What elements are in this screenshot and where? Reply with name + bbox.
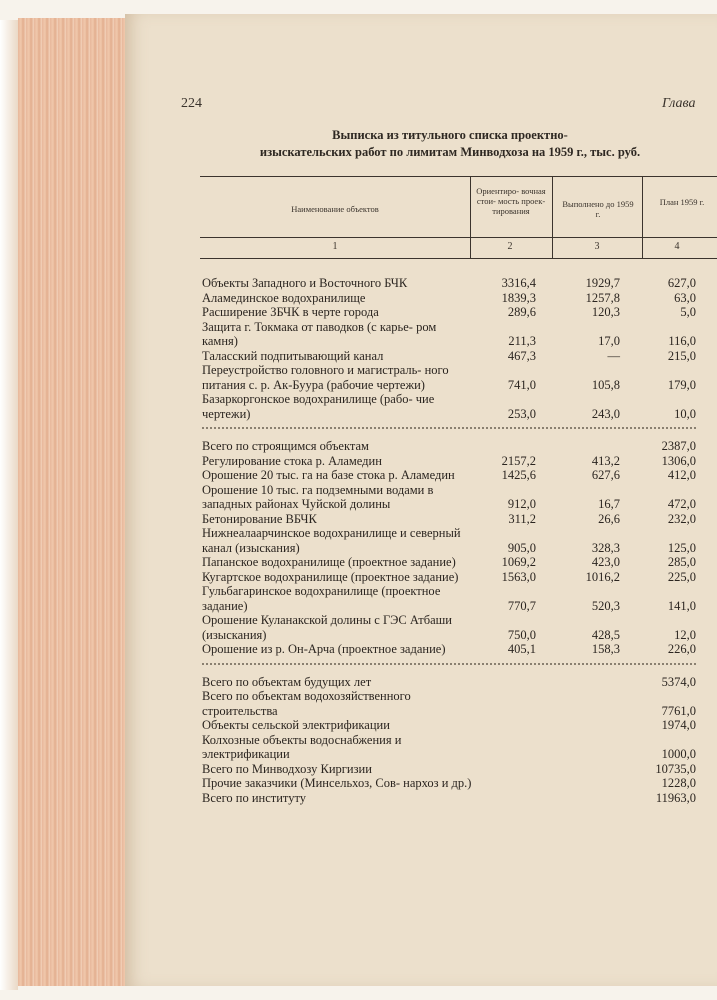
row-plan: 225,0 [667,569,696,584]
row-plan: 1306,0 [661,453,696,468]
row-name: Кугартское водохранилище (проектное задание) [202,569,459,584]
row-plan: 472,0 [667,497,696,511]
row-plan: 232,0 [667,511,696,526]
row-name: Защита г. Токмака от паводков (с карье- ром камня) [202,319,437,348]
header-col-1: Наименование объектов [291,204,379,214]
row-plan: 5374,0 [661,674,696,689]
table-row [202,555,717,570]
dotted-separator [202,427,696,439]
book-spine [0,20,18,990]
row-cost: 770,7 [507,598,536,613]
row-cost: 211,3 [508,334,536,348]
row-cost: 1425,6 [501,468,536,482]
row-cost: 289,6 [507,305,536,319]
row-cost: 3316,4 [501,276,536,290]
row-done: 1257,8 [585,290,620,305]
header-bottom-rule [200,258,717,259]
table-row [202,291,717,306]
page-number: 224 [181,96,202,111]
page-edges [18,18,130,986]
row-name: Всего по объектам водохозяйственного строительства [202,689,411,718]
row-cost: 253,0 [507,406,536,421]
table-body [202,272,717,805]
running-head: Глава [662,96,696,111]
row-cost: 912,0 [507,497,536,511]
row-name: Базаркоргонское водохранилище (рабо- чие чертежи) [202,392,435,421]
row-plan: 285,0 [667,555,696,569]
row-done: 105,8 [591,377,620,392]
row-done: 413,2 [591,453,620,468]
header-top-rule [200,176,717,177]
row-plan: 412,0 [667,468,696,482]
row-name: Всего по объектам будущих лет [202,674,372,689]
row-cost: 1069,2 [501,555,536,569]
row-name: Всего по Минводхозу Киргизии [202,761,372,776]
table-row [202,512,717,527]
table-row [202,570,717,585]
total-row [202,689,717,718]
row-done: 158,3 [591,642,620,656]
row-name: Орошение Куланакской долины с ГЭС Атбаши (изыскания) [202,613,452,642]
header-col-divider-2 [552,176,553,258]
row-done: 328,3 [591,540,620,555]
row-done: 26,6 [598,511,620,526]
table-row [202,392,717,421]
subtotal-row [202,439,717,454]
row-cost: 1839,3 [501,290,536,305]
row-plan: 226,0 [667,642,696,656]
row-name: Колхозные объекты водоснабжения и электрификации [202,732,402,761]
column-number-3: 3 [594,241,600,252]
table-row [202,454,717,469]
table-row [202,320,717,349]
row-plan: 1000,0 [661,747,696,761]
table-row [202,642,717,657]
row-plan: 10,0 [674,406,696,421]
total-row [202,791,717,806]
row-name: Гульбагаринское водохранилище (проектное задание) [202,584,441,613]
header-col-3: Выполнено до 1959 г. [562,199,634,219]
row-name: Орошение 20 тыс. га на базе стока р. Аламедин [202,468,455,482]
row-done: 428,5 [591,627,620,642]
row-cost: 311,2 [508,511,536,526]
row-cost: 405,1 [507,642,536,656]
row-cost: 750,0 [507,627,536,642]
row-name: Объекты сельской электрификации [202,718,390,732]
row-name: Папанское водохранилище (проектное задание) [202,555,456,569]
row-plan: 63,0 [674,290,696,305]
row-done: 243,0 [591,406,620,421]
row-name: Регулирование стока р. Аламедин [202,453,382,468]
total-row [202,733,717,762]
table-row [202,468,717,483]
header-col-divider-1 [470,176,471,258]
header-mid-rule [200,237,717,238]
row-plan: 5,0 [680,305,696,319]
table-row [202,305,717,320]
header-col-4: План 1959 г. [659,197,705,207]
row-cost: 467,3 [507,348,536,363]
row-name: Переустройство головного и магистраль- ного питания с. р. Ак-Буура (рабочие чертежи) [202,363,449,392]
row-done: 120,3 [591,305,620,319]
row-plan: 10735,0 [655,761,696,776]
dotted-separator [202,663,696,675]
row-plan: 11963,0 [655,790,696,805]
row-done: 17,0 [598,334,620,348]
row-name: Бетонирование ВБЧК [202,511,317,526]
row-done: 627,6 [591,468,620,482]
row-name: Аламединское водохранилище [202,290,366,305]
row-plan: 125,0 [667,540,696,555]
row-done: — [607,348,620,363]
row-plan: 627,0 [667,276,696,290]
column-number-4: 4 [674,241,680,252]
row-name: Всего по строящимся объектам [202,439,369,453]
row-plan: 12,0 [674,627,696,642]
row-plan: 215,0 [667,348,696,363]
table-row [202,363,717,392]
row-plan: 1974,0 [661,718,696,732]
total-row [202,675,717,690]
row-cost: 1563,0 [501,569,536,584]
table-row [202,584,717,613]
row-name: Прочие заказчики (Минсельхоз, Сов- нархоз и др.) [202,776,472,790]
total-row [202,762,717,777]
table-row [202,483,717,512]
title-line-1: Выписка из титульного списка проектно- [332,128,568,142]
header-col-divider-3 [642,176,643,258]
row-cost: 2157,2 [501,453,536,468]
column-number-2: 2 [507,241,513,252]
row-plan: 1228,0 [661,776,696,790]
row-name: Таласский подпитывающий канал [202,348,384,363]
row-name: Всего по институту [202,790,307,805]
row-cost: 905,0 [507,540,536,555]
row-name: Орошение 10 тыс. га подземными водами в западных районах Чуйской долины [202,482,434,511]
table-row [202,276,717,291]
title-line-2: изыскательских работ по лимитам Минводхоза на 1959 г., тыс. руб. [259,145,641,159]
row-name: Расширение ЗБЧК в черте города [202,305,379,319]
header-col-2: Ориентиро- вочная стои- мость проек- тирования [476,186,546,216]
total-row [202,718,717,733]
row-done: 520,3 [591,598,620,613]
row-name: Объекты Западного и Восточного БЧК [202,276,408,290]
table-row [202,613,717,642]
table-row [202,526,717,555]
column-number-1: 1 [332,241,338,252]
row-name: Орошение из р. Он-Арча (проектное задание) [202,642,446,656]
row-name: Нижнеалаарчинское водохранилище и северный канал (изыскания) [202,526,461,555]
row-done: 423,0 [591,555,620,569]
row-plan: 7761,0 [661,703,696,718]
row-done: 1929,7 [585,276,620,290]
total-row [202,776,717,791]
row-plan: 116,0 [668,334,696,348]
row-plan: 179,0 [667,377,696,392]
row-plan: 2387,0 [661,439,696,453]
row-done: 1016,2 [585,569,620,584]
row-cost: 741,0 [507,377,536,392]
table-title [200,127,700,161]
row-done: 16,7 [598,497,620,511]
table-row [202,349,717,364]
row-plan: 141,0 [667,598,696,613]
